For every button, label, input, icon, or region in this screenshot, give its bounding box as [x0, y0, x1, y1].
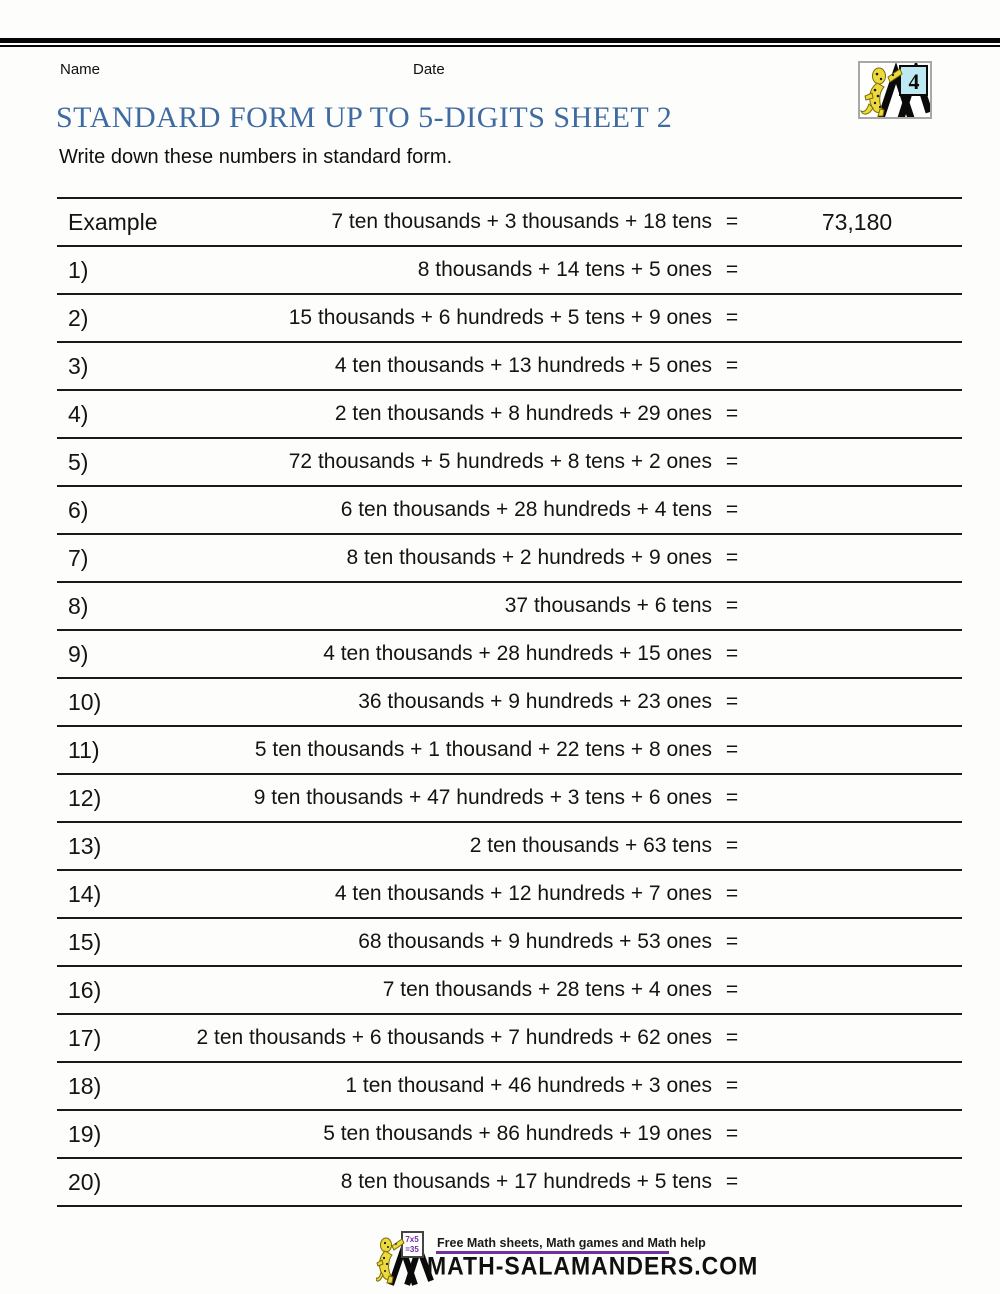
- question-row: [57, 343, 962, 391]
- question-expression: 68 thousands + 9 hundreds + 53 ones: [358, 930, 712, 953]
- equals-sign: =: [725, 930, 739, 953]
- equals-sign: =: [725, 306, 739, 329]
- question-number: 5): [68, 448, 89, 475]
- example-row: [57, 199, 962, 247]
- question-number: 19): [68, 1120, 102, 1147]
- footer-site-name: MATH-SALAMANDERS.COM: [427, 1252, 759, 1281]
- question-row: [57, 1063, 962, 1111]
- question-row: [57, 631, 962, 679]
- question-expression: 37 thousands + 6 tens: [504, 594, 712, 617]
- equals-sign: =: [725, 738, 739, 761]
- equals-sign: =: [725, 354, 739, 377]
- equals-sign: =: [725, 498, 739, 521]
- question-row: [57, 247, 962, 295]
- question-row: [57, 775, 962, 823]
- question-number: 9): [68, 640, 89, 667]
- equals-sign: =: [725, 1026, 739, 1049]
- equals-sign: =: [725, 210, 739, 233]
- equals-sign: =: [725, 834, 739, 857]
- equals-sign: =: [725, 258, 739, 281]
- question-expression: 8 ten thousands + 17 hundreds + 5 tens: [340, 1170, 712, 1193]
- question-expression: 2 ten thousands + 8 hundreds + 29 ones: [334, 402, 712, 425]
- question-expression: 8 ten thousands + 2 hundreds + 9 ones: [346, 546, 712, 569]
- question-number: 7): [68, 544, 89, 571]
- page-title: STANDARD FORM UP TO 5-DIGITS SHEET 2: [56, 101, 673, 134]
- footer-logo: [376, 1230, 434, 1286]
- question-expression: 7 ten thousands + 28 tens + 4 ones: [382, 978, 712, 1001]
- question-expression: 4 ten thousands + 12 hundreds + 7 ones: [334, 882, 712, 905]
- question-row: [57, 535, 962, 583]
- question-number: 1): [68, 256, 89, 283]
- question-number: 17): [68, 1024, 102, 1051]
- equals-sign: =: [725, 642, 739, 665]
- equals-sign: =: [725, 450, 739, 473]
- question-number: 15): [68, 928, 102, 955]
- question-row: [57, 679, 962, 727]
- question-expression: 72 thousands + 5 hundreds + 8 tens + 2 ones: [288, 450, 712, 473]
- question-expression: 2 ten thousands + 63 tens: [469, 834, 712, 857]
- equals-sign: =: [725, 1074, 739, 1097]
- question-expression: 1 ten thousand + 46 hundreds + 3 ones: [345, 1074, 712, 1097]
- question-row: [57, 727, 962, 775]
- question-row: [57, 1111, 962, 1159]
- question-number: 10): [68, 688, 102, 715]
- question-number: 12): [68, 784, 102, 811]
- math-salamanders-logo: [858, 61, 932, 119]
- instruction-text: Write down these numbers in standard form.: [59, 146, 453, 168]
- equals-sign: =: [725, 1170, 739, 1193]
- question-row: [57, 871, 962, 919]
- question-number: 6): [68, 496, 89, 523]
- example-expression: 7 ten thousands + 3 thousands + 18 tens: [331, 210, 712, 233]
- equals-sign: =: [725, 978, 739, 1001]
- question-row: [57, 967, 962, 1015]
- board-text-bottom: =35: [405, 1245, 419, 1254]
- question-number: 18): [68, 1072, 102, 1099]
- question-row: [57, 439, 962, 487]
- question-expression: 5 ten thousands + 86 hundreds + 19 ones: [323, 1122, 712, 1145]
- equals-sign: =: [725, 546, 739, 569]
- question-number: 14): [68, 880, 102, 907]
- equals-sign: =: [725, 882, 739, 905]
- question-row: [57, 295, 962, 343]
- questions-table: [57, 197, 962, 1207]
- question-number: 13): [68, 832, 102, 859]
- question-number: 16): [68, 976, 102, 1003]
- question-row: [57, 391, 962, 439]
- question-number: 8): [68, 592, 89, 619]
- question-number: 20): [68, 1168, 102, 1195]
- question-row: [57, 1015, 962, 1063]
- footer-tagline: Free Math sheets, Math games and Math help: [437, 1236, 706, 1250]
- example-label: Example: [68, 208, 158, 235]
- date-label: Date: [413, 61, 445, 78]
- question-expression: 5 ten thousands + 1 thousand + 22 tens + 8 ones: [254, 738, 712, 761]
- top-double-rule: [0, 38, 1000, 47]
- question-number: 4): [68, 400, 89, 427]
- question-number: 11): [68, 736, 100, 763]
- question-expression: 2 ten thousands + 6 thousands + 7 hundreds + 62 ones: [196, 1026, 712, 1049]
- equals-sign: =: [725, 1122, 739, 1145]
- question-row: [57, 1159, 962, 1207]
- question-row: [57, 919, 962, 967]
- example-answer: 73,180: [821, 208, 893, 235]
- question-row: [57, 487, 962, 535]
- grade-number: 4: [908, 69, 920, 94]
- salamander-icon: [861, 68, 902, 116]
- question-expression: 15 thousands + 6 hundreds + 5 tens + 9 ones: [288, 306, 712, 329]
- equals-sign: =: [725, 594, 739, 617]
- question-expression: 4 ten thousands + 13 hundreds + 5 ones: [334, 354, 712, 377]
- footer-salamander-icon: [376, 1230, 434, 1286]
- equals-sign: =: [725, 786, 739, 809]
- question-number: 2): [68, 304, 89, 331]
- name-label: Name: [60, 61, 101, 78]
- equals-sign: =: [725, 402, 739, 425]
- question-row: [57, 583, 962, 631]
- salamander-easel-icon: [860, 63, 930, 117]
- question-expression: 4 ten thousands + 28 hundreds + 15 ones: [323, 642, 712, 665]
- question-number: 3): [68, 352, 89, 379]
- board-text-top: 7x5: [405, 1235, 419, 1244]
- question-expression: 9 ten thousands + 47 hundreds + 3 tens + 6 ones: [253, 786, 712, 809]
- question-expression: 6 ten thousands + 28 hundreds + 4 tens: [340, 498, 712, 521]
- question-expression: 36 thousands + 9 hundreds + 23 ones: [358, 690, 712, 713]
- equals-sign: =: [725, 690, 739, 713]
- question-expression: 8 thousands + 14 tens + 5 ones: [417, 258, 712, 281]
- question-row: [57, 823, 962, 871]
